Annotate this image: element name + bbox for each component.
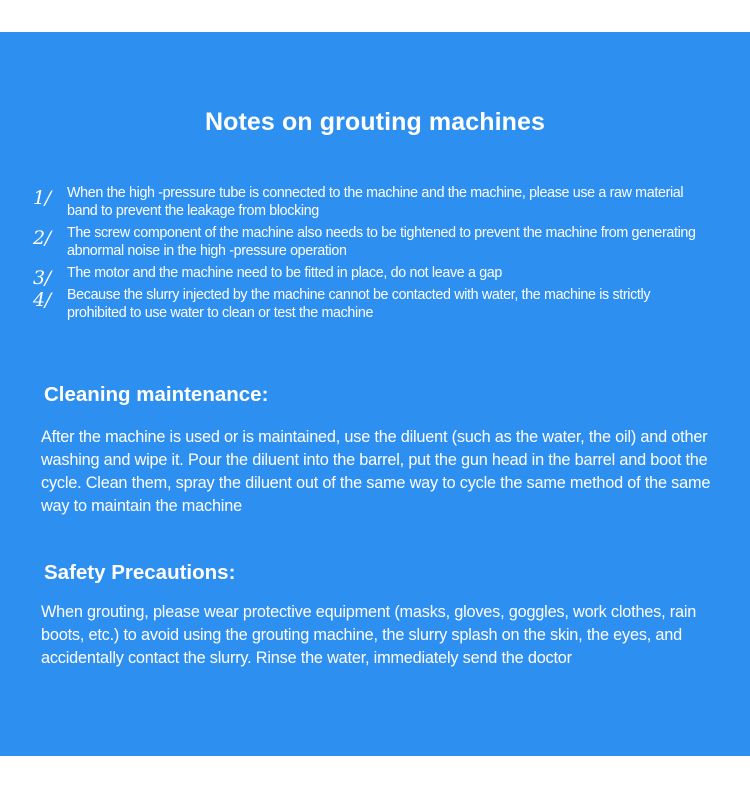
note-text: The motor and the machine need to be fitted in place, do not leave a gap [67, 265, 502, 281]
cleaning-body: After the machine is used or is maintained, use the diluent (such as the water, the oil) and other washing and wipe it. Pour the diluent into the barrel, put the gun head in the barrel and boot the cycle. Clean them, spray the diluent out of the same way to cycle the same method of the same way to maintain the machine [41, 428, 711, 515]
note-number: 2/ [33, 227, 51, 249]
note-number: 4/ [33, 289, 51, 311]
note-number: 3/ [33, 267, 51, 289]
note-item [33, 286, 713, 322]
note-item [33, 184, 713, 220]
note-item [33, 224, 713, 260]
note-text: When the high -pressure tube is connected to the machine and the machine, please use a raw material band to prevent the leakage from blocking [67, 185, 684, 219]
note-number: 1/ [33, 187, 51, 209]
notes-list [33, 184, 713, 322]
note-text: Because the slurry injected by the machine cannot be contacted with water, the machine is strictly prohibited to use water to clean or test the machine [67, 287, 651, 321]
note-item [33, 264, 713, 289]
safety-heading: Safety Precautions: [44, 561, 236, 584]
page-title: Notes on grouting machines [204, 108, 546, 136]
safety-body: When grouting, please wear protective equipment (masks, gloves, goggles, work clothes, rain boots, etc.) to avoid using the grouting machine, the slurry splash on the skin, the eyes, and accidentally contact the slurry. Rinse the water, immediately send the doctor [41, 603, 697, 667]
cleaning-heading: Cleaning maintenance: [44, 383, 269, 406]
info-panel [0, 32, 750, 756]
note-text: The screw component of the machine also needs to be tightened to prevent the machine from generating abnormal noise in the high -pressure operation [67, 225, 696, 259]
